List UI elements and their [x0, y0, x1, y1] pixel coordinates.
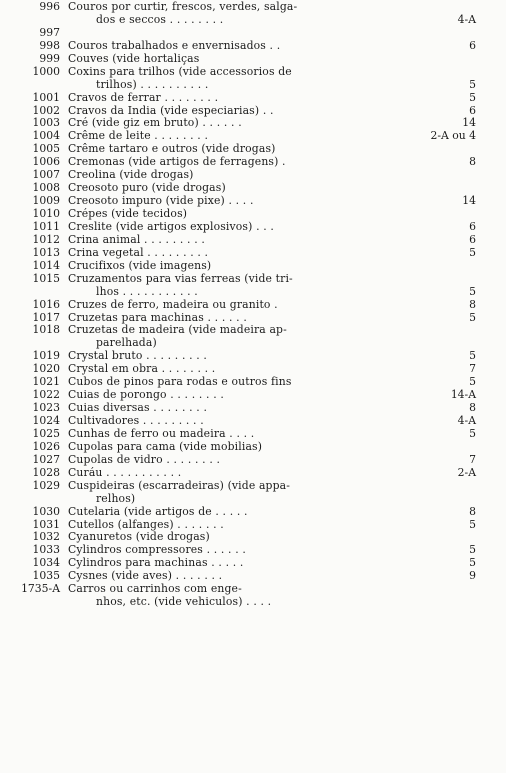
entry-class [408, 531, 488, 544]
entry-number: 1010 [32, 207, 60, 220]
entry-number: 1023 [32, 401, 60, 415]
entry-description: Cruzamentos para vias ferreas (vide tri- [68, 272, 293, 285]
entry-class [408, 53, 488, 66]
entry-description: Crême de leite . . . . . . . . [68, 130, 209, 143]
entry-class [408, 324, 488, 337]
entry-description: lhos . . . . . . . . . . . [96, 285, 198, 298]
entry-number: 1014 [32, 258, 60, 272]
entry-description: Cyanuretos (vide drogas) [68, 531, 210, 544]
tariff-entry [0, 208, 506, 221]
tariff-entry [0, 169, 506, 182]
entry-number: 1005 [32, 142, 60, 156]
entry-description: nhos, etc. (vide vehiculos) . . . . [96, 596, 272, 609]
entry-class [408, 441, 488, 454]
entry-class: 5 [469, 284, 476, 298]
tariff-entry [0, 415, 506, 428]
entry-class: 5 [469, 556, 476, 570]
entry-description: Cupolas para cama (vide mobilias) [68, 440, 263, 453]
entry-class: 4-A [457, 12, 476, 26]
entry-class: 5 [469, 426, 476, 440]
entry-class: 5 [469, 517, 476, 531]
entry-description: dos e seccos . . . . . . . . [96, 13, 224, 26]
entry-description: Cruzetas de madeira (vide madeira ap- [68, 324, 287, 337]
tariff-entry [0, 519, 506, 532]
tariff-entry [0, 570, 506, 583]
entry-description: Cremonas (vide artigos de ferragens) . [68, 156, 286, 169]
entry-number: 1735-A [21, 582, 60, 596]
tariff-entry [0, 350, 506, 363]
entry-number: 1020 [32, 362, 60, 376]
entry-number: 1029 [32, 478, 60, 492]
entry-number [0, 14, 68, 27]
tariff-entry [0, 531, 506, 544]
entry-description: Carros ou carrinhos com enge- [68, 583, 242, 596]
entry-class: 7 [469, 452, 476, 466]
tariff-entry [0, 130, 506, 143]
entry-description: Cuias diversas . . . . . . . . [68, 402, 208, 415]
entry-class: 5 [469, 543, 476, 557]
entry-class: 6 [469, 103, 476, 117]
entry-number: 1016 [32, 297, 60, 311]
entry-description: Crucifixos (vide imagens) [68, 259, 212, 272]
entry-class: 4-A [457, 414, 476, 427]
entry-class [408, 143, 488, 156]
entry-number: 1007 [32, 168, 60, 182]
entry-description: Crême tartaro e outros (vide drogas) [68, 143, 276, 156]
entry-description: Cutelaria (vide artigos de . . . . . [68, 505, 248, 518]
entry-number: 1002 [32, 103, 60, 117]
tariff-entry [0, 428, 506, 441]
entry-class [408, 273, 488, 286]
entry-description: Crystal bruto . . . . . . . . . [68, 350, 208, 363]
tariff-entry [0, 337, 506, 350]
entry-description: Couros por curtir, frescos, verdes, salga- [68, 1, 298, 13]
tariff-entry [0, 260, 506, 273]
entry-description: Cruzetas para machinas . . . . . . [68, 311, 247, 324]
entry-class: 8 [469, 401, 476, 415]
tariff-entry [0, 376, 506, 389]
tariff-entry [0, 312, 506, 325]
entry-description: relhos) [96, 492, 136, 505]
tariff-entry [0, 506, 506, 519]
entry-description: Cysnes (vide aves) . . . . . . . [68, 570, 223, 583]
entry-number: 1012 [32, 232, 60, 246]
entry-number: 1034 [32, 556, 60, 570]
entry-class [408, 596, 488, 609]
entry-description: Cunhas de ferro ou madeira . . . . [68, 427, 255, 440]
entry-class: 5 [469, 245, 476, 259]
entry-description: Crina animal . . . . . . . . . [68, 233, 205, 246]
entry-description: Cultivadores . . . . . . . . . [68, 415, 204, 427]
tariff-entry [0, 467, 506, 480]
entry-number: 1018 [32, 323, 60, 337]
tariff-entry [0, 40, 506, 53]
entry-class: 8 [469, 504, 476, 518]
entry-description: Curáu . . . . . . . . . . . [68, 466, 182, 479]
entry-description: Cuias de porongo . . . . . . . . [68, 389, 224, 402]
entry-description: Cupolas de vidro . . . . . . . . [68, 453, 221, 466]
entry-number: 1004 [32, 129, 60, 143]
entry-number: 1006 [32, 155, 60, 169]
entry-class [408, 480, 488, 493]
tariff-entry [0, 105, 506, 118]
entry-description: Cylindros compressores . . . . . . [68, 544, 246, 557]
entry-class [408, 66, 488, 79]
tariff-entry [0, 66, 506, 79]
entry-class: 7 [469, 362, 476, 376]
tariff-entry [0, 363, 506, 376]
entry-description: Cré (vide giz em bruto) . . . . . . [68, 117, 242, 130]
entry-number: 1025 [32, 426, 60, 440]
entry-class: 2-A ou 4 [430, 129, 476, 143]
entry-number: 1003 [32, 116, 60, 130]
entry-description: Couves (vide hortaliças [68, 52, 200, 65]
entry-number: 1019 [32, 349, 60, 363]
entry-description: Cubos de pinos para rodas e outros fins [68, 376, 292, 389]
entry-class: 9 [469, 569, 476, 583]
tariff-entry [0, 143, 506, 156]
tariff-entry [0, 441, 506, 454]
entry-description [68, 27, 408, 40]
entry-number: 1027 [32, 452, 60, 466]
entry-number: 1009 [32, 194, 60, 208]
entry-number: 1028 [32, 465, 60, 479]
tariff-entry [0, 324, 506, 337]
entry-description: Cylindros para machinas . . . . . [68, 557, 244, 570]
entry-class: 2-A [457, 465, 476, 479]
tariff-entry [0, 182, 506, 195]
tariff-entry [0, 583, 506, 596]
entry-number: 1000 [32, 64, 60, 78]
tariff-entry [0, 286, 506, 299]
entry-number: 1032 [32, 530, 60, 544]
entry-class [408, 27, 488, 40]
entry-description: Crépes (vide tecidos) [68, 208, 188, 220]
entry-class: 5 [469, 90, 476, 104]
entry-class: 14-A [450, 388, 476, 402]
entry-class: 6 [469, 38, 476, 52]
entry-class: 14 [462, 116, 476, 130]
entry-class: 8 [469, 155, 476, 169]
tariff-entry [0, 402, 506, 415]
entry-class: 6 [469, 232, 476, 246]
entry-number: 1030 [32, 504, 60, 518]
entry-description: Crystal em obra . . . . . . . . [68, 363, 216, 376]
entry-description: Cravos de ferrar . . . . . . . . [68, 91, 219, 104]
entry-number: 1017 [32, 310, 60, 324]
entry-class: 5 [469, 349, 476, 363]
entry-description: trilhos) . . . . . . . . . . [96, 78, 209, 91]
tariff-entry [0, 53, 506, 66]
entry-description: Cuspideiras (escarradeiras) (vide appa- [68, 479, 291, 492]
tariff-entry [0, 195, 506, 208]
entry-number: 999 [39, 51, 60, 65]
tariff-entry [0, 92, 506, 105]
tariff-entry [0, 27, 506, 40]
entry-number: 1022 [32, 388, 60, 402]
entry-description: Cutellos (alfanges) . . . . . . . [68, 518, 224, 531]
entry-description: Creslite (vide artigos explosivos) . . . [68, 220, 274, 233]
entry-class [408, 493, 488, 506]
tariff-entry [0, 389, 506, 402]
entry-description: parelhada) [96, 337, 157, 350]
tariff-entry [0, 299, 506, 312]
tariff-entry [0, 273, 506, 286]
entry-class: 5 [469, 77, 476, 91]
entry-number: 1024 [32, 414, 60, 427]
entry-class [408, 260, 488, 273]
entry-class: 14 [462, 194, 476, 208]
entry-class: 5 [469, 375, 476, 389]
entry-number [0, 596, 68, 609]
tariff-entry [0, 557, 506, 570]
entry-number: 997 [39, 25, 60, 39]
entry-description: Coxins para trilhos (vide accessorios de [68, 65, 292, 78]
tariff-entry [0, 247, 506, 260]
entry-number: 1011 [32, 219, 60, 233]
entry-class: 6 [469, 219, 476, 233]
entry-class: 8 [469, 297, 476, 311]
entry-number: 1008 [32, 181, 60, 195]
entry-number: 1035 [32, 569, 60, 583]
entry-number: 996 [39, 0, 60, 13]
tariff-entry [0, 234, 506, 247]
entry-description: Creosoto impuro (vide pixe) . . . . [68, 195, 254, 208]
entry-class [408, 208, 488, 221]
entry-number: 1033 [32, 543, 60, 557]
entry-description: Couros trabalhados e envernisados . . [68, 39, 281, 52]
entry-class [408, 182, 488, 195]
entry-description: Cruzes de ferro, madeira ou granito . [68, 298, 278, 311]
entry-number: 1013 [32, 245, 60, 259]
entry-number: 1021 [32, 375, 60, 389]
tariff-entry [0, 454, 506, 467]
entry-description: Creolina (vide drogas) [68, 169, 194, 182]
entry-number [0, 493, 68, 506]
entry-number: 998 [39, 38, 60, 52]
tariff-entry [0, 544, 506, 557]
entry-number [0, 79, 68, 92]
tariff-entry [0, 1, 506, 14]
entry-description: Crina vegetal . . . . . . . . . [68, 246, 209, 259]
entry-number: 1001 [32, 90, 60, 104]
entry-class [408, 583, 488, 596]
entry-number [0, 286, 68, 299]
entry-number: 1026 [32, 439, 60, 453]
entry-description: Creosoto puro (vide drogas) [68, 182, 226, 195]
tariff-entry [0, 79, 506, 92]
entry-number: 1031 [32, 517, 60, 531]
entry-class [408, 169, 488, 182]
tariff-entry [0, 480, 506, 493]
entry-class [408, 1, 488, 14]
tariff-entry [0, 596, 506, 609]
tariff-entry [0, 221, 506, 234]
tariff-entry [0, 156, 506, 169]
entry-description: Cravos da India (vide especiarias) . . [68, 104, 274, 117]
tariff-entry [0, 14, 506, 27]
tariff-entry [0, 493, 506, 506]
entry-class [408, 337, 488, 350]
entry-number: 1015 [32, 271, 60, 285]
entry-class: 5 [469, 310, 476, 324]
